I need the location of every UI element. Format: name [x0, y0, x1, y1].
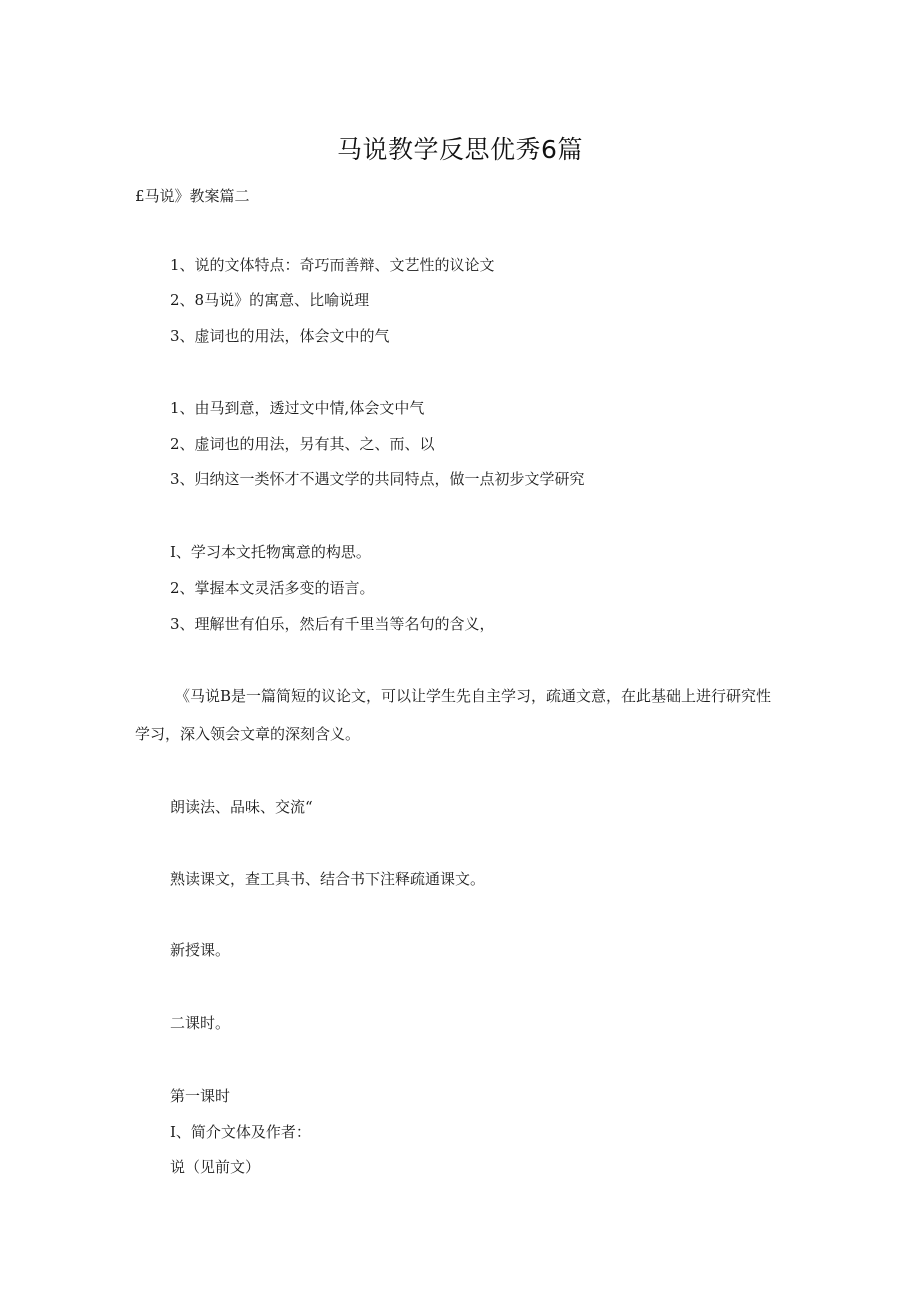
difficulty-item-1: I、学习本文托物寓意的构思。 — [170, 543, 371, 561]
document-title: 马说教学反思优秀6篇 — [337, 135, 583, 164]
focus-item-2: 2、虚词也的用法，另有其、之、而、以 — [170, 435, 435, 453]
intro-heading: I、简介文体及作者： — [170, 1123, 311, 1141]
lesson-type-line: 新授课。 — [170, 941, 231, 959]
method-line: 朗读法、品味、交流“ — [170, 798, 313, 816]
focus-item-1: 1、由马到意，透过文中情,体会文中气 — [170, 399, 425, 417]
difficulty-item-3: 3、理解世有伯乐，然后有千里当等名句的含义， — [170, 615, 495, 633]
shuo-line: 说（见前文） — [170, 1158, 261, 1176]
focus-item-3: 3、归纳这一类怀才不遇文学的共同特点，做一点初步文学研究 — [170, 470, 585, 488]
preview-line: 熟读课文，查工具书、结合书下注释疏通课文。 — [170, 870, 486, 888]
goal-item-2: 2、8马说》的寓意、比喻说理 — [170, 291, 370, 309]
hours-line: 二课时。 — [170, 1014, 231, 1032]
intro-paragraph: 《马说B是一篇简短的议论文，可以让学生先自主学习，疏通文意，在此基础上进行研究性学习，深入领会文章的深刻含义。 — [135, 687, 772, 743]
goal-item-3: 3、虚词也的用法，体会文中的气 — [170, 327, 390, 345]
first-hour-heading: 第一课时 — [170, 1087, 231, 1105]
difficulty-item-2: 2、掌握本文灵活多变的语言。 — [170, 579, 375, 597]
goal-item-1: 1、说的文体特点：奇巧而善辩、文艺性的议论文 — [170, 256, 495, 274]
document-subtitle: £马说》教案篇二 — [135, 187, 250, 205]
